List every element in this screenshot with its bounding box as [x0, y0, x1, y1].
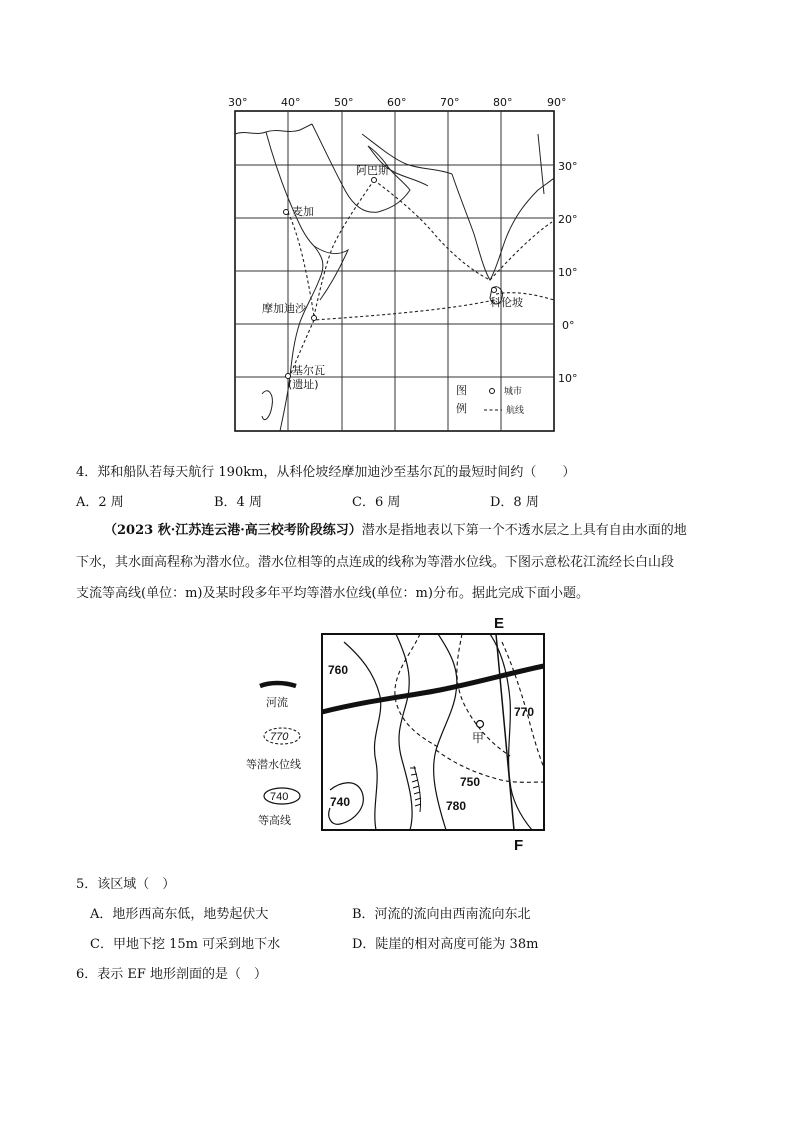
lat-label-1: 30°	[558, 160, 578, 173]
city-marker-colombo	[492, 288, 497, 293]
lon-label-3: 50°	[334, 96, 354, 109]
lat-label-4: 0°	[562, 319, 575, 332]
contour-label-750: 750	[460, 775, 481, 789]
q4-option-a: A．2 周	[76, 495, 124, 510]
intro-line-1	[104, 522, 724, 540]
question-6: 6．表示 EF 地形剖面的是（ ）	[76, 967, 268, 982]
contour-map-legend	[244, 676, 324, 832]
q5-option-c: C．甲地下挖 15m 可采到地下水	[90, 937, 281, 952]
city-marker-mecca	[284, 210, 289, 215]
route-map	[222, 94, 582, 438]
label-e: E	[494, 615, 505, 632]
label-f: F	[514, 837, 524, 854]
lon-label-7: 90°	[547, 96, 567, 109]
city-label-colombo: 科伦坡	[490, 296, 523, 309]
city-label-hormuz: 阿巴斯	[356, 164, 389, 177]
contour-label-780: 780	[446, 799, 467, 813]
legend-title-2: 例	[456, 402, 467, 415]
contour-label-770: 770	[514, 705, 535, 719]
legend-svg	[244, 676, 324, 832]
legend-water-sample: 770	[270, 731, 289, 743]
lon-label-6: 80°	[493, 96, 513, 109]
point-jia-marker	[477, 721, 484, 728]
city-label-mecca: 麦加	[292, 205, 314, 218]
city-label-kilwa-note: (遗址)	[288, 378, 319, 391]
legend-title-1: 图	[456, 384, 467, 397]
legend-water-label: 等潜水位线	[246, 758, 301, 771]
legend-contour-sample: 740	[270, 791, 289, 803]
intro-source: （2023 秋·江苏连云港·高三校考阶段练习）	[104, 523, 362, 538]
lat-label-5: 10°	[558, 372, 578, 385]
point-jia-label: 甲	[472, 731, 485, 745]
city-label-mogadishu: 摩加迪沙	[262, 302, 306, 315]
q5-option-d: D．陡崖的相对高度可能为 38m	[352, 937, 539, 952]
legend-city-label: 城市	[504, 387, 523, 397]
contour-label-740: 740	[330, 795, 351, 809]
city-label-kilwa: 基尔瓦	[292, 364, 325, 377]
lon-label-1: 30°	[228, 96, 248, 109]
contour-label-760: 760	[328, 663, 349, 677]
latitude-labels	[558, 160, 578, 385]
city-marker-hormuz	[372, 178, 377, 183]
q4-option-b: B．4 周	[214, 495, 262, 510]
lon-label-5: 70°	[440, 96, 460, 109]
longitude-labels	[228, 96, 567, 109]
legend-river-label: 河流	[266, 696, 288, 709]
q5-option-b: B．河流的流向由西南流向东北	[352, 907, 531, 922]
intro-text-1: 潜水是指地表以下第一个不透水层之上具有自由水面的地	[361, 523, 687, 538]
city-marker-mogadishu	[312, 316, 317, 321]
legend-city-icon	[490, 389, 495, 394]
q4-option-d: D．8 周	[490, 495, 539, 510]
q4-option-c: C．6 周	[352, 495, 401, 510]
lat-label-2: 20°	[558, 213, 578, 226]
legend-contour-label: 等高线	[258, 814, 291, 827]
intro-line-3: 支流等高线(单位：m)及某时段多年平均等潜水位线(单位：m)分布。据此完成下面小题。	[76, 586, 589, 601]
lon-label-4: 60°	[387, 96, 407, 109]
question-5: 5．该区域（ ）	[76, 877, 176, 892]
legend-river-icon	[260, 683, 296, 686]
question-4: 4．郑和船队若每天航行 190km，从科伦坡经摩加迪沙至基尔瓦的最短时间约（ ）	[76, 465, 576, 480]
lat-label-3: 10°	[558, 266, 578, 279]
lon-label-2: 40°	[281, 96, 301, 109]
q5-option-a: A．地形西高东低，地势起伏大	[90, 907, 269, 922]
legend-route-label: 航线	[506, 406, 525, 416]
intro-line-2: 下水，其水面高程称为潜水位。潜水位相等的点连成的线称为等潜水位线。下图示意松花江流经长白山段	[76, 555, 675, 570]
route-map-svg	[222, 94, 582, 438]
